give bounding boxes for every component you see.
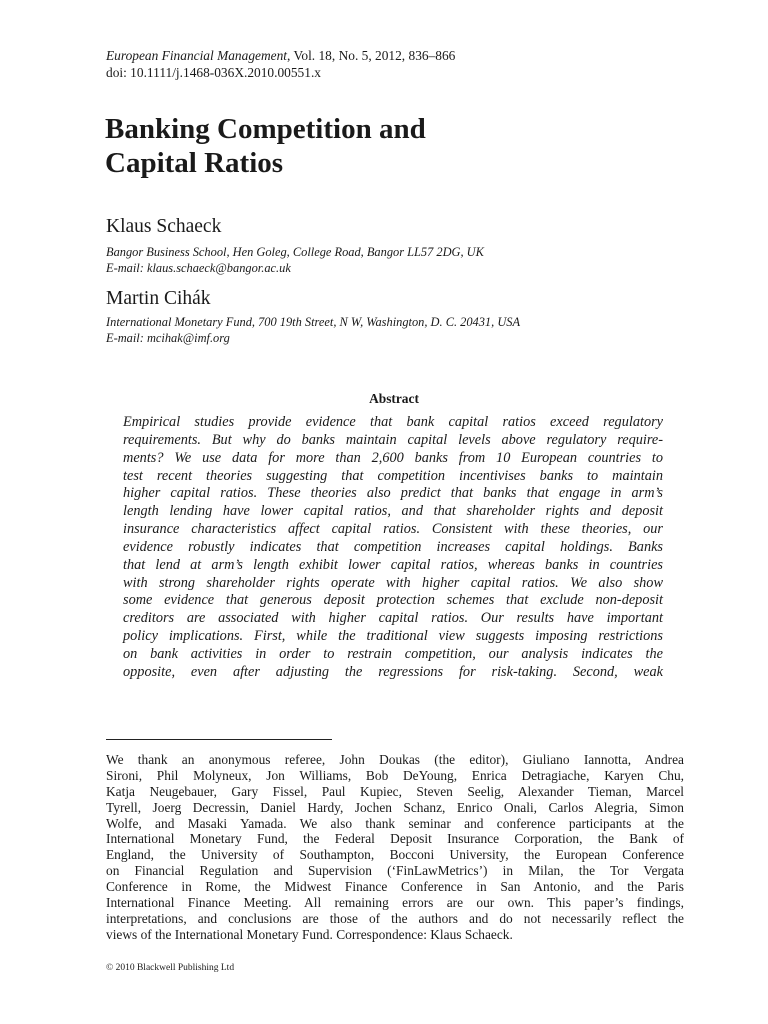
- footnote-line: We thank an anonymous referee, John Doukas (the editor), Giuliano Iannotta, Andrea: [106, 752, 684, 767]
- author-email: E-mail: klaus.schaeck@bangor.ac.uk: [106, 261, 291, 275]
- author-email: E-mail: mcihak@imf.org: [106, 331, 230, 345]
- journal-details: , Vol. 18, No. 5, 2012, 836–866: [286, 48, 456, 63]
- footnote-line: Sironi, Phil Molyneux, Jon Williams, Bob DeYoung, Enrica Detragiache, Karyen Chu,: [106, 767, 684, 783]
- footnote-line: interpretations, and conclusions are those of the authors and do not necessarily reflect the: [106, 910, 684, 926]
- journal-name: European Financial Management: [106, 48, 287, 63]
- abstract-text: [123, 414, 663, 682]
- abstract-line: opposite, even after adjusting the regressions for risk-taking. Second, weak: [123, 663, 663, 680]
- journal-citation: [106, 47, 666, 81]
- abstract-line: higher capital ratios. These theories also predict that banks that engage in arm’s: [123, 485, 663, 502]
- footnote-line: views of the International Monetary Fund. Correspondence: Klaus Schaeck.: [106, 926, 513, 942]
- title-line: Banking Competition and: [105, 113, 426, 145]
- abstract-line: ments? We use data for more than 2,600 banks from 10 European countries to: [123, 449, 663, 466]
- abstract-line: that lend at arm’s length exhibit lower capital ratios, whereas banks in countries: [123, 556, 663, 573]
- abstract-line: insurance characteristics affect capital ratios. Consistent with these theories, our: [123, 521, 663, 538]
- abstract-line: on bank activities in order to restrain competition, our analysis indicates the: [123, 645, 663, 662]
- author-name: Martin Cihák: [106, 288, 211, 309]
- abstract-heading: Abstract: [369, 391, 419, 406]
- acknowledgements-footnote: [106, 752, 684, 943]
- paper-title: [105, 112, 665, 180]
- footnote-line: Wolfe, and Masaki Yamada. We also thank seminar and conference participants at the: [106, 815, 684, 831]
- abstract-line: evidence robustly indicates that competition increases capital holdings. Banks: [123, 538, 663, 555]
- author-name: Klaus Schaeck: [106, 216, 222, 237]
- footnote-line: Conference in Rome, the Midwest Finance Conference in San Antonio, and the Paris: [106, 879, 684, 895]
- title-line: Capital Ratios: [105, 147, 284, 179]
- journal-info: [106, 47, 666, 64]
- footnote-line: Katja Neugebauer, Gary Fissel, Paul Kupiec, Steven Seelig, Alexander Tieman, Marcel: [106, 783, 684, 799]
- doi: doi: 10.1111/j.1468-036X.2010.00551.x: [106, 65, 321, 80]
- copyright-notice: © 2010 Blackwell Publishing Ltd: [106, 963, 235, 973]
- footnote-divider: [106, 739, 332, 740]
- abstract-line: with strong shareholder rights operate with higher capital ratios. We also show: [123, 574, 663, 591]
- footnote-line: International Finance Meeting. All remaining errors are our own. This paper’s findings,: [106, 895, 684, 911]
- footnote-line: International Monetary Fund, the Federal Deposit Insurance Corporation, the Bank of: [106, 831, 684, 847]
- footnote-line: on Financial Regulation and Supervision (‘FinLawMetrics’) in Milan, the Tor Vergata: [106, 863, 684, 879]
- author-affiliation: [106, 244, 686, 276]
- affiliation-address: International Monetary Fund, 700 19th Street, N W, Washington, D. C. 20431, USA: [106, 315, 521, 329]
- abstract-line: Empirical studies provide evidence that bank capital ratios exceed regulatory: [123, 414, 663, 430]
- abstract-line: creditors are associated with higher capital ratios. Our results have important: [123, 610, 663, 627]
- footnote-line: England, the University of Southampton, Bocconi University, the European Conference: [106, 847, 684, 863]
- abstract-line: test recent theories suggesting that competition incentivises banks to maintain: [123, 467, 663, 484]
- footnote-line: Tyrell, Joerg Decressin, Daniel Hardy, Jochen Schanz, Enrico Onali, Carlos Alegria, Simon: [106, 799, 684, 815]
- author-affiliation: [106, 314, 686, 346]
- abstract-line: policy implications. First, while the traditional view suggests imposing restrictions: [123, 628, 663, 645]
- abstract-line: some evidence that generous deposit protection schemes that exclude non-deposit: [123, 592, 663, 609]
- affiliation-address: Bangor Business School, Hen Goleg, College Road, Bangor LL57 2DG, UK: [106, 245, 484, 259]
- abstract-line: length lending have lower capital ratios, and that shareholder rights and deposit: [123, 503, 663, 520]
- abstract-line: requirements. But why do banks maintain capital levels above regulatory require-: [123, 431, 663, 448]
